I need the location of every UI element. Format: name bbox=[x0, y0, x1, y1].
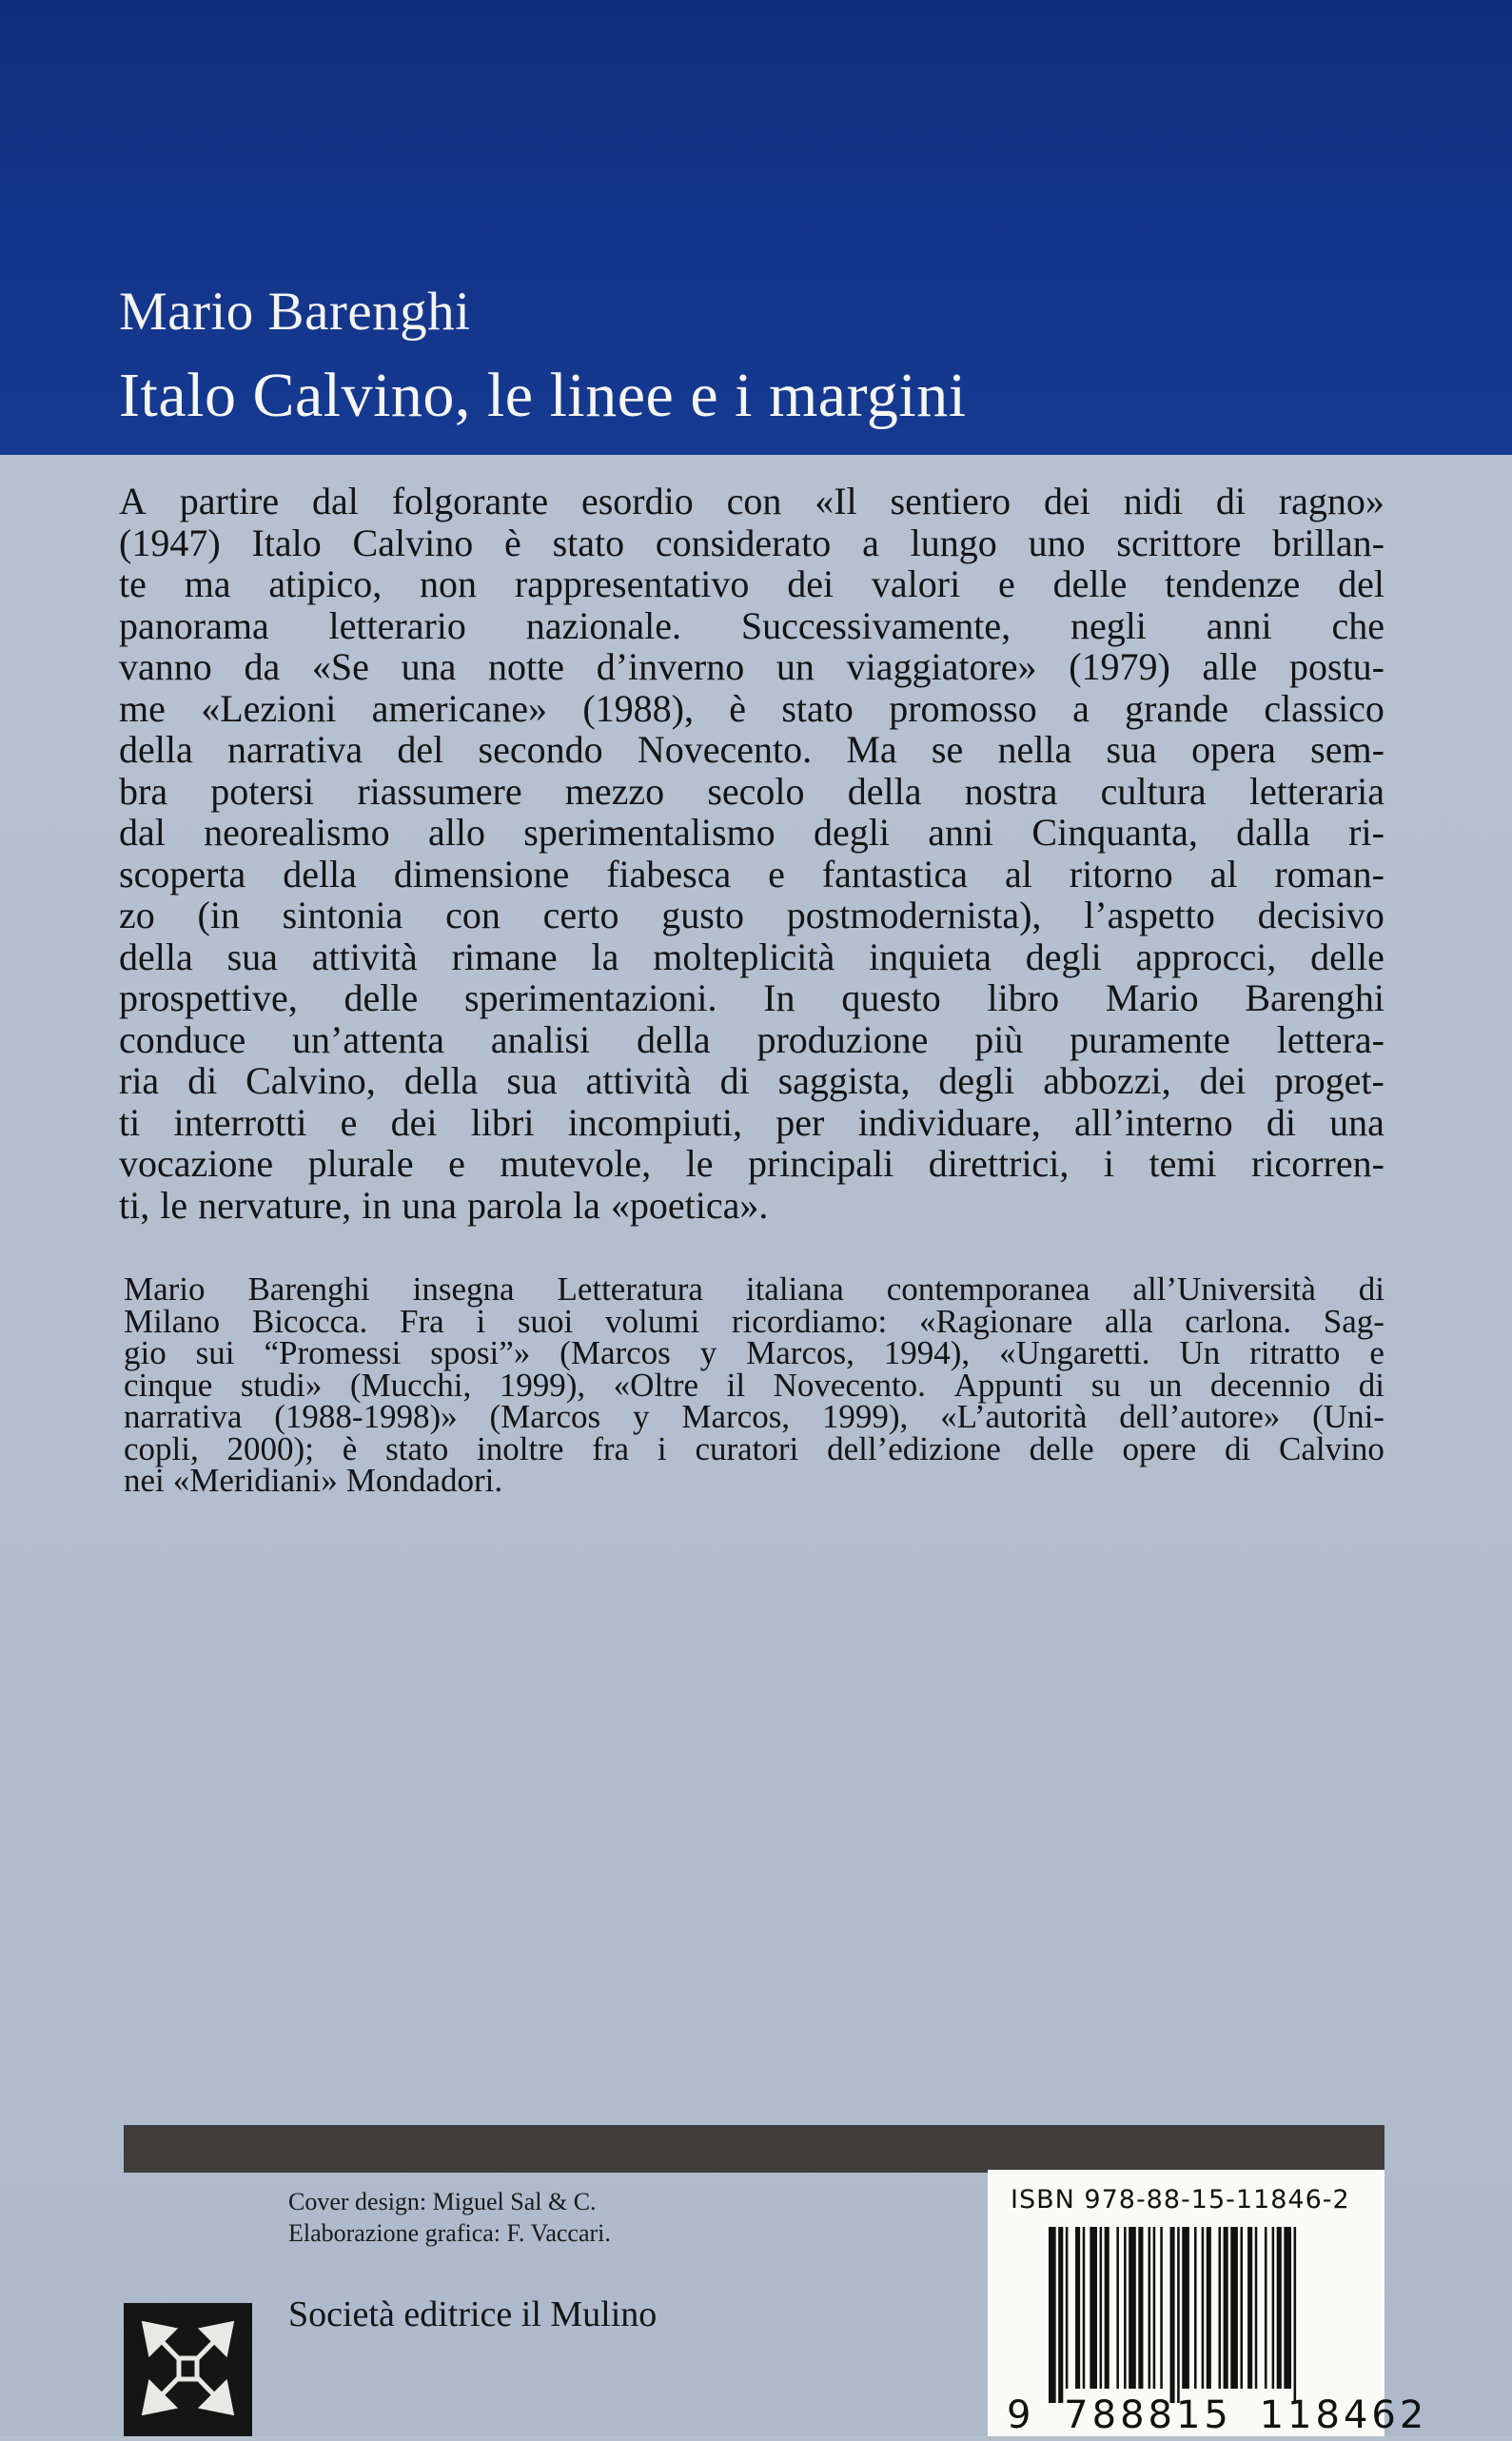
blurb-line: vanno da «Se una notte d’inverno un viaggiatore» (1979) alle postu- bbox=[119, 645, 1384, 688]
barcode-bar bbox=[1153, 2227, 1156, 2389]
blurb-line: ti interrotti e dei libri incompiuti, per individuare, all’interno di una bbox=[119, 1100, 1384, 1144]
blurb-line: ria di Calvino, della sua attività di saggista, degli abbozzi, dei proget- bbox=[119, 1059, 1384, 1102]
barcode-bar bbox=[1284, 2227, 1291, 2389]
blurb-line: dal neorealismo allo sperimentalismo degli anni Cinquanta, dalla ri- bbox=[119, 811, 1384, 854]
author-bio-paragraph bbox=[124, 1270, 1384, 1499]
barcode-bar bbox=[1058, 2227, 1063, 2403]
bio-line: cinque studi» (Mucchi, 1999), «Oltre il Novecento. Appunti su un decennio di bbox=[124, 1366, 1384, 1404]
windmill-icon-graphic bbox=[124, 2303, 252, 2436]
blurb-line: conduce un’attenta analisi della produzione più puramente lettera- bbox=[119, 1017, 1384, 1061]
blurb-line: prospettive, delle sperimentazioni. In questo libro Mario Barenghi bbox=[119, 976, 1384, 1019]
barcode-bar bbox=[1255, 2227, 1258, 2389]
blurb-line: me «Lezioni americane» (1988), è stato promosso a grande classico bbox=[119, 686, 1384, 730]
blurb-line: scoperta della dimensione fiabesca e fantastica al ritorno al roman- bbox=[119, 852, 1384, 896]
barcode-bar bbox=[1265, 2227, 1267, 2389]
author-name: Mario Barenghi bbox=[119, 282, 471, 342]
bio-line: gio sui “Promessi sposi”» (Marcos y Marcos, 1994), «Ungaretti. Un ritratto e bbox=[124, 1334, 1384, 1371]
blurb-line: ti, le nervature, in una parola la «poetica». bbox=[119, 1183, 769, 1227]
cover-design-credit: Cover design: Miguel Sal & C. bbox=[288, 2188, 597, 2215]
blurb-line: panorama letterario nazionale. Successivamente, negli anni che bbox=[119, 603, 1384, 647]
barcode-bar bbox=[1194, 2227, 1197, 2389]
barcode-bar bbox=[1116, 2227, 1119, 2389]
title-band bbox=[0, 0, 1512, 455]
isbn-number: ISBN 978-88-15-11846-2 bbox=[1011, 2185, 1350, 2215]
blurb-line: bra potersi riassumere mezzo secolo della nostra cultura letteraria bbox=[119, 769, 1384, 813]
divider-bar bbox=[124, 2125, 1384, 2173]
barcode-bar bbox=[1105, 2227, 1109, 2389]
barcode-bar bbox=[1207, 2227, 1211, 2389]
barcode-bar bbox=[1129, 2227, 1136, 2389]
bio-line: Mario Barenghi insegna Letteratura italiana contemporanea all’Università di bbox=[124, 1270, 1384, 1308]
barcode-bar bbox=[1182, 2227, 1189, 2389]
graphics-credit: Elaborazione grafica: F. Vaccari. bbox=[288, 2219, 611, 2247]
barcode-bar bbox=[1240, 2227, 1243, 2389]
isbn-box bbox=[988, 2170, 1428, 2437]
barcode-bar bbox=[1083, 2227, 1086, 2389]
barcode-bar bbox=[1049, 2227, 1056, 2403]
barcode-bar bbox=[1247, 2227, 1252, 2389]
windmill-icon bbox=[124, 2303, 252, 2436]
bio-line: Milano Bicocca. Fra i suoi volumi ricordiamo: «Ragionare alla carlona. Sag- bbox=[124, 1302, 1384, 1340]
blurb-line: della sua attività rimane la molteplicità inquieta degli approcci, delle bbox=[119, 935, 1384, 978]
barcode-bar bbox=[1294, 2227, 1297, 2403]
blurb-line: della narrativa del secondo Novecento. Ma se nella sua opera sem- bbox=[119, 728, 1384, 771]
publisher-name: Società editrice il Mulino bbox=[288, 2294, 658, 2334]
blurb-paragraph bbox=[119, 481, 1384, 1226]
barcode-bar bbox=[1160, 2227, 1163, 2389]
barcode-digit-group-2: 118462 bbox=[1259, 2393, 1428, 2437]
barcode-bar bbox=[1075, 2227, 1080, 2389]
bio-line: nei «Meridiani» Mondadori. bbox=[124, 1462, 503, 1499]
barcode-bar bbox=[1230, 2227, 1238, 2389]
barcode-bar bbox=[1090, 2227, 1097, 2389]
barcode-digits bbox=[1007, 2393, 1427, 2437]
barcode-bar bbox=[1224, 2227, 1228, 2389]
barcode-bar bbox=[1272, 2227, 1275, 2389]
barcode-bar bbox=[1066, 2227, 1069, 2389]
book-title: Italo Calvino, le linee e i margini bbox=[119, 361, 967, 430]
blurb-line: (1947) Italo Calvino è stato considerato a lungo uno scrittore brillan- bbox=[119, 521, 1384, 564]
bio-line: narrativa (1988-1998)» (Marcos y Marcos, 1999), «L’autorità dell’autore» (Uni- bbox=[124, 1398, 1384, 1435]
barcode-bar bbox=[1170, 2227, 1175, 2403]
barcode bbox=[1045, 2227, 1368, 2408]
blurb-line: A partire dal folgorante esordio con «Il sentiero dei nidi di ragno» bbox=[119, 480, 1384, 522]
blurb-line: te ma atipico, non rappresentativo dei valori e delle tendenze del bbox=[119, 562, 1384, 605]
barcode-bar bbox=[1100, 2227, 1103, 2389]
bio-line: copli, 2000); è stato inoltre fra i curatori dell’edizione delle opere di Calvino bbox=[124, 1429, 1384, 1467]
barcode-bar bbox=[1124, 2227, 1127, 2389]
barcode-bar bbox=[1177, 2227, 1180, 2403]
blurb-line: vocazione plurale e mutevole, le principali direttrici, i temi ricorren- bbox=[119, 1142, 1384, 1185]
barcode-bar bbox=[1149, 2227, 1151, 2389]
barcode-digit-group-1: 788815 bbox=[1064, 2393, 1232, 2437]
blurb-line: zo (in sintonia con certo gusto postmodernista), l’aspetto decisivo bbox=[119, 894, 1384, 936]
barcode-bar bbox=[1138, 2227, 1143, 2389]
barcode-digit-prefix: 9 bbox=[1007, 2393, 1031, 2437]
barcode-bar bbox=[1219, 2227, 1222, 2389]
barcode-bar bbox=[1277, 2227, 1282, 2389]
barcode-bar bbox=[1202, 2227, 1205, 2389]
